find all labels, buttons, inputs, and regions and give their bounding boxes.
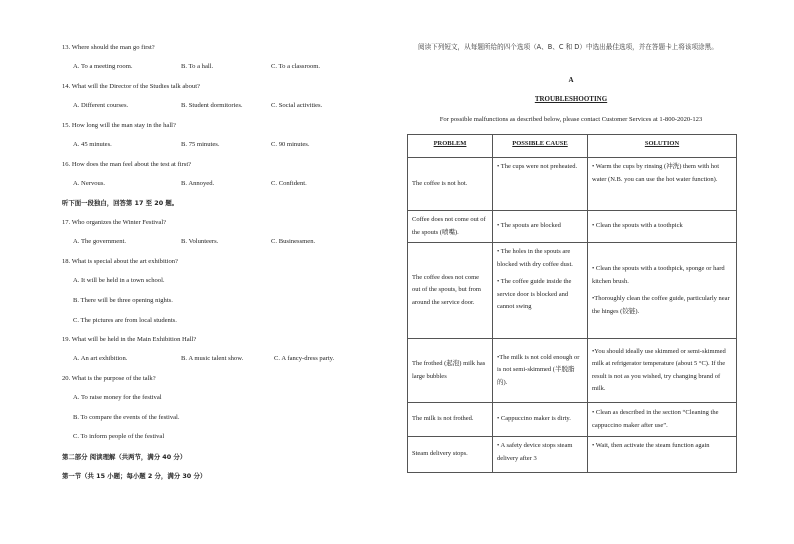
table-row: [408, 211, 737, 243]
option-c: C. To inform people of the festival: [73, 433, 165, 440]
table-row: [408, 339, 737, 403]
question-20: 20. What is the purpose of the talk?: [62, 375, 156, 382]
question-17: 17. Who organizes the Winter Festival?: [62, 219, 167, 226]
question-15: 15. How long will the man stay in the hall?: [62, 122, 176, 129]
option-a: A. Nervous.: [73, 180, 106, 187]
option-b: B. To a hall.: [181, 63, 214, 70]
option-c: C. A fancy-dress party.: [274, 355, 335, 362]
solution-text: •Thoroughly clean the coffee guide, particularly near the hinges (铰链).: [592, 295, 730, 315]
solution-cell: [588, 403, 737, 437]
option-a: A. An art exhibition.: [73, 355, 128, 362]
question-16: 16. How does the man feel about the test at first?: [62, 161, 192, 168]
option-a: A. Different courses.: [73, 102, 129, 109]
option-a: A. To a meeting room.: [73, 63, 133, 70]
option-b: B. To compare the events of the festival.: [73, 414, 180, 421]
solution-text: • Warm the cups by rinsing (冲洗) them with hot water (N.B. you can use the hot water function).: [592, 163, 720, 183]
solution-text: • Clean the spouts with a toothpick: [592, 222, 683, 230]
part2-heading: 第二部分 阅读理解（共两节，满分 40 分）: [62, 453, 187, 461]
cause-text: • The cups were not preheated.: [497, 163, 578, 170]
option-b: B. 75 minutes.: [181, 141, 220, 148]
problem-cell: Coffee does not come out of the spouts (喷嘴).: [408, 211, 493, 243]
table-row: [408, 403, 737, 437]
option-c: C. To a classroom.: [271, 63, 321, 70]
solution-text: • Clean as described in the section “Cleaning the cappuccino maker after use”.: [592, 409, 719, 429]
cause-cell: [493, 339, 588, 403]
option-b: B. Student dormitories.: [181, 102, 243, 109]
solution-cell: [588, 211, 737, 243]
option-c: C. Confident.: [271, 180, 307, 187]
cause-cell: [493, 403, 588, 437]
table-row: [408, 243, 737, 339]
table-row: [408, 158, 737, 211]
option-b: B. Annoyed.: [181, 180, 215, 187]
cause-text: • The spouts are blocked: [497, 222, 561, 230]
table-row: [408, 437, 737, 473]
solution-cell: [588, 158, 737, 211]
question-18: 18. What is special about the art exhibition?: [62, 258, 178, 265]
cause-cell: [493, 211, 588, 243]
solution-cell: [588, 339, 737, 403]
column-header-solution: SOLUTION: [588, 135, 737, 158]
option-b: B. A music talent show.: [181, 355, 244, 362]
cause-text: • Cappuccino maker is dirty.: [497, 415, 571, 423]
cause-cell: [493, 437, 588, 473]
cause-text: •The milk is not cold enough or is not semi-skimmed (半脱脂的).: [497, 353, 580, 386]
cause-cell: [493, 158, 588, 211]
cause-text: • A safety device stops steam delivery after 3: [497, 442, 573, 462]
table-header-row: [408, 135, 737, 158]
monologue-instruction: 听下面一段独白，回答第 17 至 20 题。: [62, 199, 179, 207]
solution-cell: [588, 437, 737, 473]
option-a: A. To raise money for the festival: [73, 394, 162, 401]
option-c: C. The pictures are from local students.: [73, 317, 177, 324]
solution-text: •You should ideally use skimmed or semi-skimmed milk at refrigerator temperature (about 5 °C). If the result is not as you wished, try changing brand of milk.: [592, 347, 726, 392]
option-a: A. It will be held in a town school.: [73, 277, 165, 284]
column-header-problem: PROBLEM: [408, 135, 493, 158]
question-14: 14. What will the Director of the Studies talk about?: [62, 83, 200, 90]
cause-text: • The coffee guide inside the service door is blocked and cannot swing: [497, 278, 572, 310]
option-a: A. The government.: [73, 238, 126, 245]
cause-text: • The holes in the spouts are blocked with dry coffee dust.: [497, 248, 573, 268]
option-b: B. Volunteers.: [181, 238, 219, 245]
problem-cell: The frothed (起泡) milk has large bubbles: [408, 339, 493, 403]
question-19: 19. What will be held in the Main Exhibition Hall?: [62, 336, 197, 343]
reading-instructions: 阅读下列短文，从每题所给的四个选项（A、B、C 和 D）中选出最佳选项，并在答题卡上将该项涂黑。: [418, 43, 718, 51]
passage-letter: A: [568, 76, 574, 84]
troubleshooting-table: [407, 134, 737, 473]
solution-text: • Wait, then activate the steam function again: [592, 442, 710, 449]
question-13: 13. Where should the man go first?: [62, 44, 155, 51]
contact-line: For possible malfunctions as described below, please contact Customer Services at 1-800-2020-123: [439, 116, 703, 123]
problem-cell: The milk is not frothed.: [408, 403, 493, 437]
option-c: C. Businessmen.: [271, 238, 316, 245]
problem-cell: The coffee does not come out of the spouts, but from around the service door.: [408, 243, 493, 339]
passage-title: TROUBLESHOOTING: [534, 95, 608, 103]
column-header-cause: POSSIBLE CAUSE: [493, 135, 588, 158]
cause-cell: [493, 243, 588, 339]
problem-cell: The coffee is not hot.: [408, 158, 493, 211]
solution-cell: [588, 243, 737, 339]
option-a: A. 45 minutes.: [73, 141, 112, 148]
option-c: C. Social activities.: [271, 102, 323, 109]
problem-cell: Steam delivery stops.: [408, 437, 493, 473]
option-b: B. There will be three opening nights.: [73, 297, 173, 304]
section1-heading: 第一节（共 15 小题；每小题 2 分，满分 30 分）: [62, 472, 207, 480]
option-c: C. 90 minutes.: [271, 141, 310, 148]
solution-text: • Clean the spouts with a toothpick, sponge or hard kitchen brush.: [592, 265, 725, 285]
